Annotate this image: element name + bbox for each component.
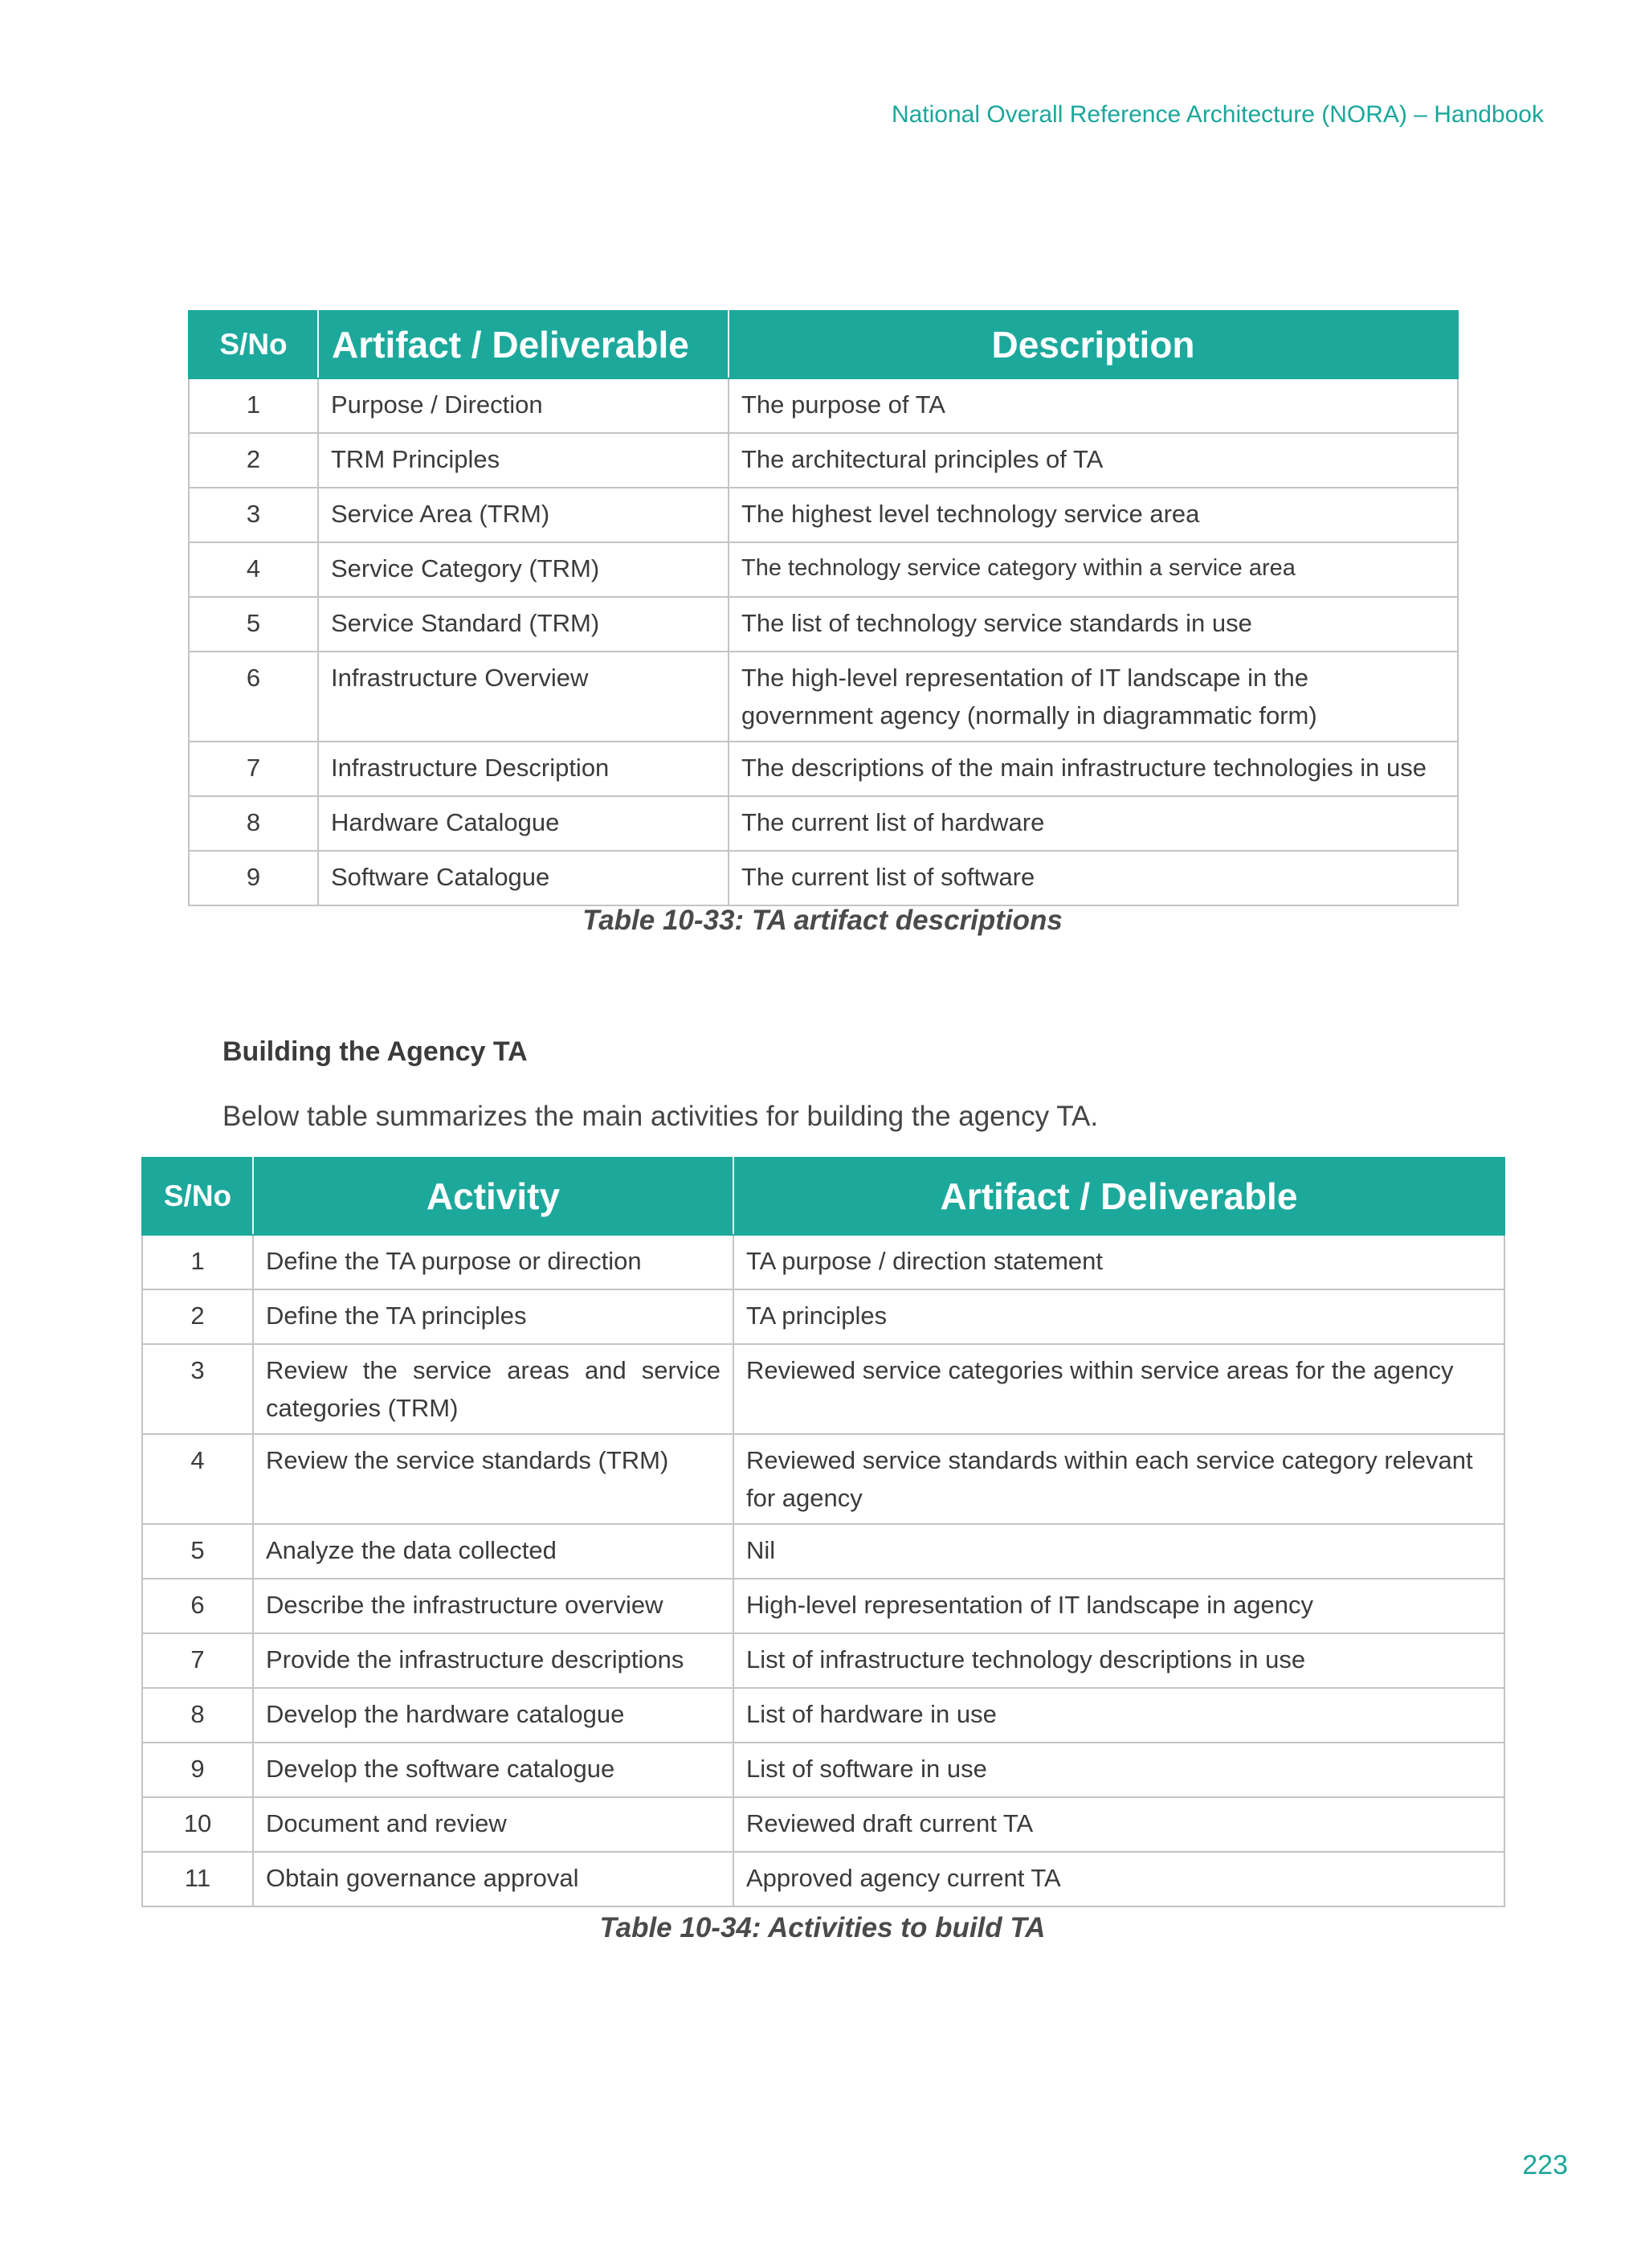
cell-artifact: Service Category (TRM) — [318, 542, 729, 597]
activities-table — [141, 1157, 1505, 1907]
table-row — [189, 378, 1458, 433]
table-row — [142, 1524, 1504, 1579]
cell-activity: Review the service standards (TRM) — [253, 1434, 733, 1524]
cell-activity: Obtain governance approval — [253, 1852, 733, 1906]
cell-sno: 5 — [142, 1524, 253, 1579]
cell-sno: 10 — [142, 1797, 253, 1852]
cell-description: The high-level representation of IT landscape in the government agency (normally in diagrammatic form) — [729, 652, 1458, 742]
running-header: National Overall Reference Architecture (NORA) – Handbook — [891, 101, 1544, 128]
cell-artifact: List of software in use — [733, 1743, 1504, 1797]
cell-sno: 4 — [189, 542, 318, 597]
cell-sno: 4 — [142, 1434, 253, 1524]
cell-artifact: TA principles — [733, 1289, 1504, 1344]
cell-description: The current list of hardware — [729, 796, 1458, 851]
table-row — [142, 1235, 1504, 1289]
table-row — [142, 1344, 1504, 1434]
cell-sno: 9 — [189, 851, 318, 905]
cell-artifact: Infrastructure Description — [318, 742, 729, 796]
cell-artifact: High-level representation of IT landscape in agency — [733, 1579, 1504, 1633]
table-row — [189, 597, 1458, 652]
table-row — [189, 542, 1458, 597]
cell-artifact: Software Catalogue — [318, 851, 729, 905]
cell-activity: Develop the software catalogue — [253, 1743, 733, 1797]
table-header-row — [142, 1158, 1504, 1235]
table-row — [142, 1633, 1504, 1688]
cell-artifact: TRM Principles — [318, 433, 729, 488]
table-row — [142, 1688, 1504, 1743]
cell-sno: 2 — [189, 433, 318, 488]
artifact-table — [188, 310, 1459, 906]
table-row — [142, 1579, 1504, 1633]
cell-artifact: Infrastructure Overview — [318, 652, 729, 742]
cell-description: The highest level technology service area — [729, 488, 1458, 542]
cell-artifact: Approved agency current TA — [733, 1852, 1504, 1906]
table-header-row — [189, 311, 1458, 378]
cell-description: The architectural principles of TA — [729, 433, 1458, 488]
table-row — [189, 851, 1458, 905]
cell-activity: Analyze the data collected — [253, 1524, 733, 1579]
cell-sno: 2 — [142, 1289, 253, 1344]
cell-sno: 11 — [142, 1852, 253, 1906]
column-header-artifact: Artifact / Deliverable — [733, 1158, 1504, 1235]
cell-description: The technology service category within a service area — [729, 542, 1458, 597]
cell-sno: 9 — [142, 1743, 253, 1797]
cell-artifact: List of infrastructure technology descriptions in use — [733, 1633, 1504, 1688]
cell-artifact: Reviewed service categories within service areas for the agency — [733, 1344, 1504, 1434]
intro-paragraph: Below table summarizes the main activities for building the agency TA. — [222, 1101, 1099, 1132]
table-row — [189, 742, 1458, 796]
cell-artifact: Hardware Catalogue — [318, 796, 729, 851]
table-row — [142, 1797, 1504, 1852]
cell-sno: 1 — [142, 1235, 253, 1289]
cell-description: The current list of software — [729, 851, 1458, 905]
table-row — [189, 652, 1458, 742]
cell-activity: Define the TA principles — [253, 1289, 733, 1344]
cell-activity: Document and review — [253, 1797, 733, 1852]
table-caption: Table 10-33: TA artifact descriptions — [582, 905, 1063, 936]
page-number: 223 — [1522, 2150, 1568, 2180]
cell-artifact: List of hardware in use — [733, 1688, 1504, 1743]
section-heading: Building the Agency TA — [222, 1036, 528, 1067]
cell-sno: 3 — [189, 488, 318, 542]
column-header-description: Description — [729, 311, 1458, 378]
column-header-sno: S/No — [142, 1158, 253, 1235]
table-row — [142, 1289, 1504, 1344]
cell-description: The purpose of TA — [729, 378, 1458, 433]
column-header-sno: S/No — [189, 311, 318, 378]
cell-sno: 7 — [189, 742, 318, 796]
cell-sno: 6 — [142, 1579, 253, 1633]
cell-activity: Describe the infrastructure overview — [253, 1579, 733, 1633]
cell-activity: Provide the infrastructure descriptions — [253, 1633, 733, 1688]
cell-artifact: Reviewed draft current TA — [733, 1797, 1504, 1852]
cell-activity: Review the service areas and service categories (TRM) — [253, 1344, 733, 1434]
cell-description: The list of technology service standards in use — [729, 597, 1458, 652]
cell-sno: 6 — [189, 652, 318, 742]
cell-artifact: Purpose / Direction — [318, 378, 729, 433]
cell-activity: Define the TA purpose or direction — [253, 1235, 733, 1289]
cell-sno: 8 — [189, 796, 318, 851]
table-row — [142, 1743, 1504, 1797]
cell-sno: 5 — [189, 597, 318, 652]
table-row — [189, 796, 1458, 851]
table-row — [142, 1852, 1504, 1906]
cell-sno: 8 — [142, 1688, 253, 1743]
cell-description: The descriptions of the main infrastructure technologies in use — [729, 742, 1458, 796]
cell-artifact: Service Standard (TRM) — [318, 597, 729, 652]
cell-sno: 3 — [142, 1344, 253, 1434]
cell-artifact: TA purpose / direction statement — [733, 1235, 1504, 1289]
table-row — [189, 488, 1458, 542]
table-row — [142, 1434, 1504, 1524]
cell-artifact: Nil — [733, 1524, 1504, 1579]
column-header-activity: Activity — [253, 1158, 733, 1235]
column-header-artifact: Artifact / Deliverable — [318, 311, 729, 378]
cell-artifact: Reviewed service standards within each service category relevant for agency — [733, 1434, 1504, 1524]
cell-artifact: Service Area (TRM) — [318, 488, 729, 542]
cell-sno: 7 — [142, 1633, 253, 1688]
table-row — [189, 433, 1458, 488]
cell-activity: Develop the hardware catalogue — [253, 1688, 733, 1743]
cell-sno: 1 — [189, 378, 318, 433]
table-caption: Table 10-34: Activities to build TA — [599, 1912, 1046, 1943]
